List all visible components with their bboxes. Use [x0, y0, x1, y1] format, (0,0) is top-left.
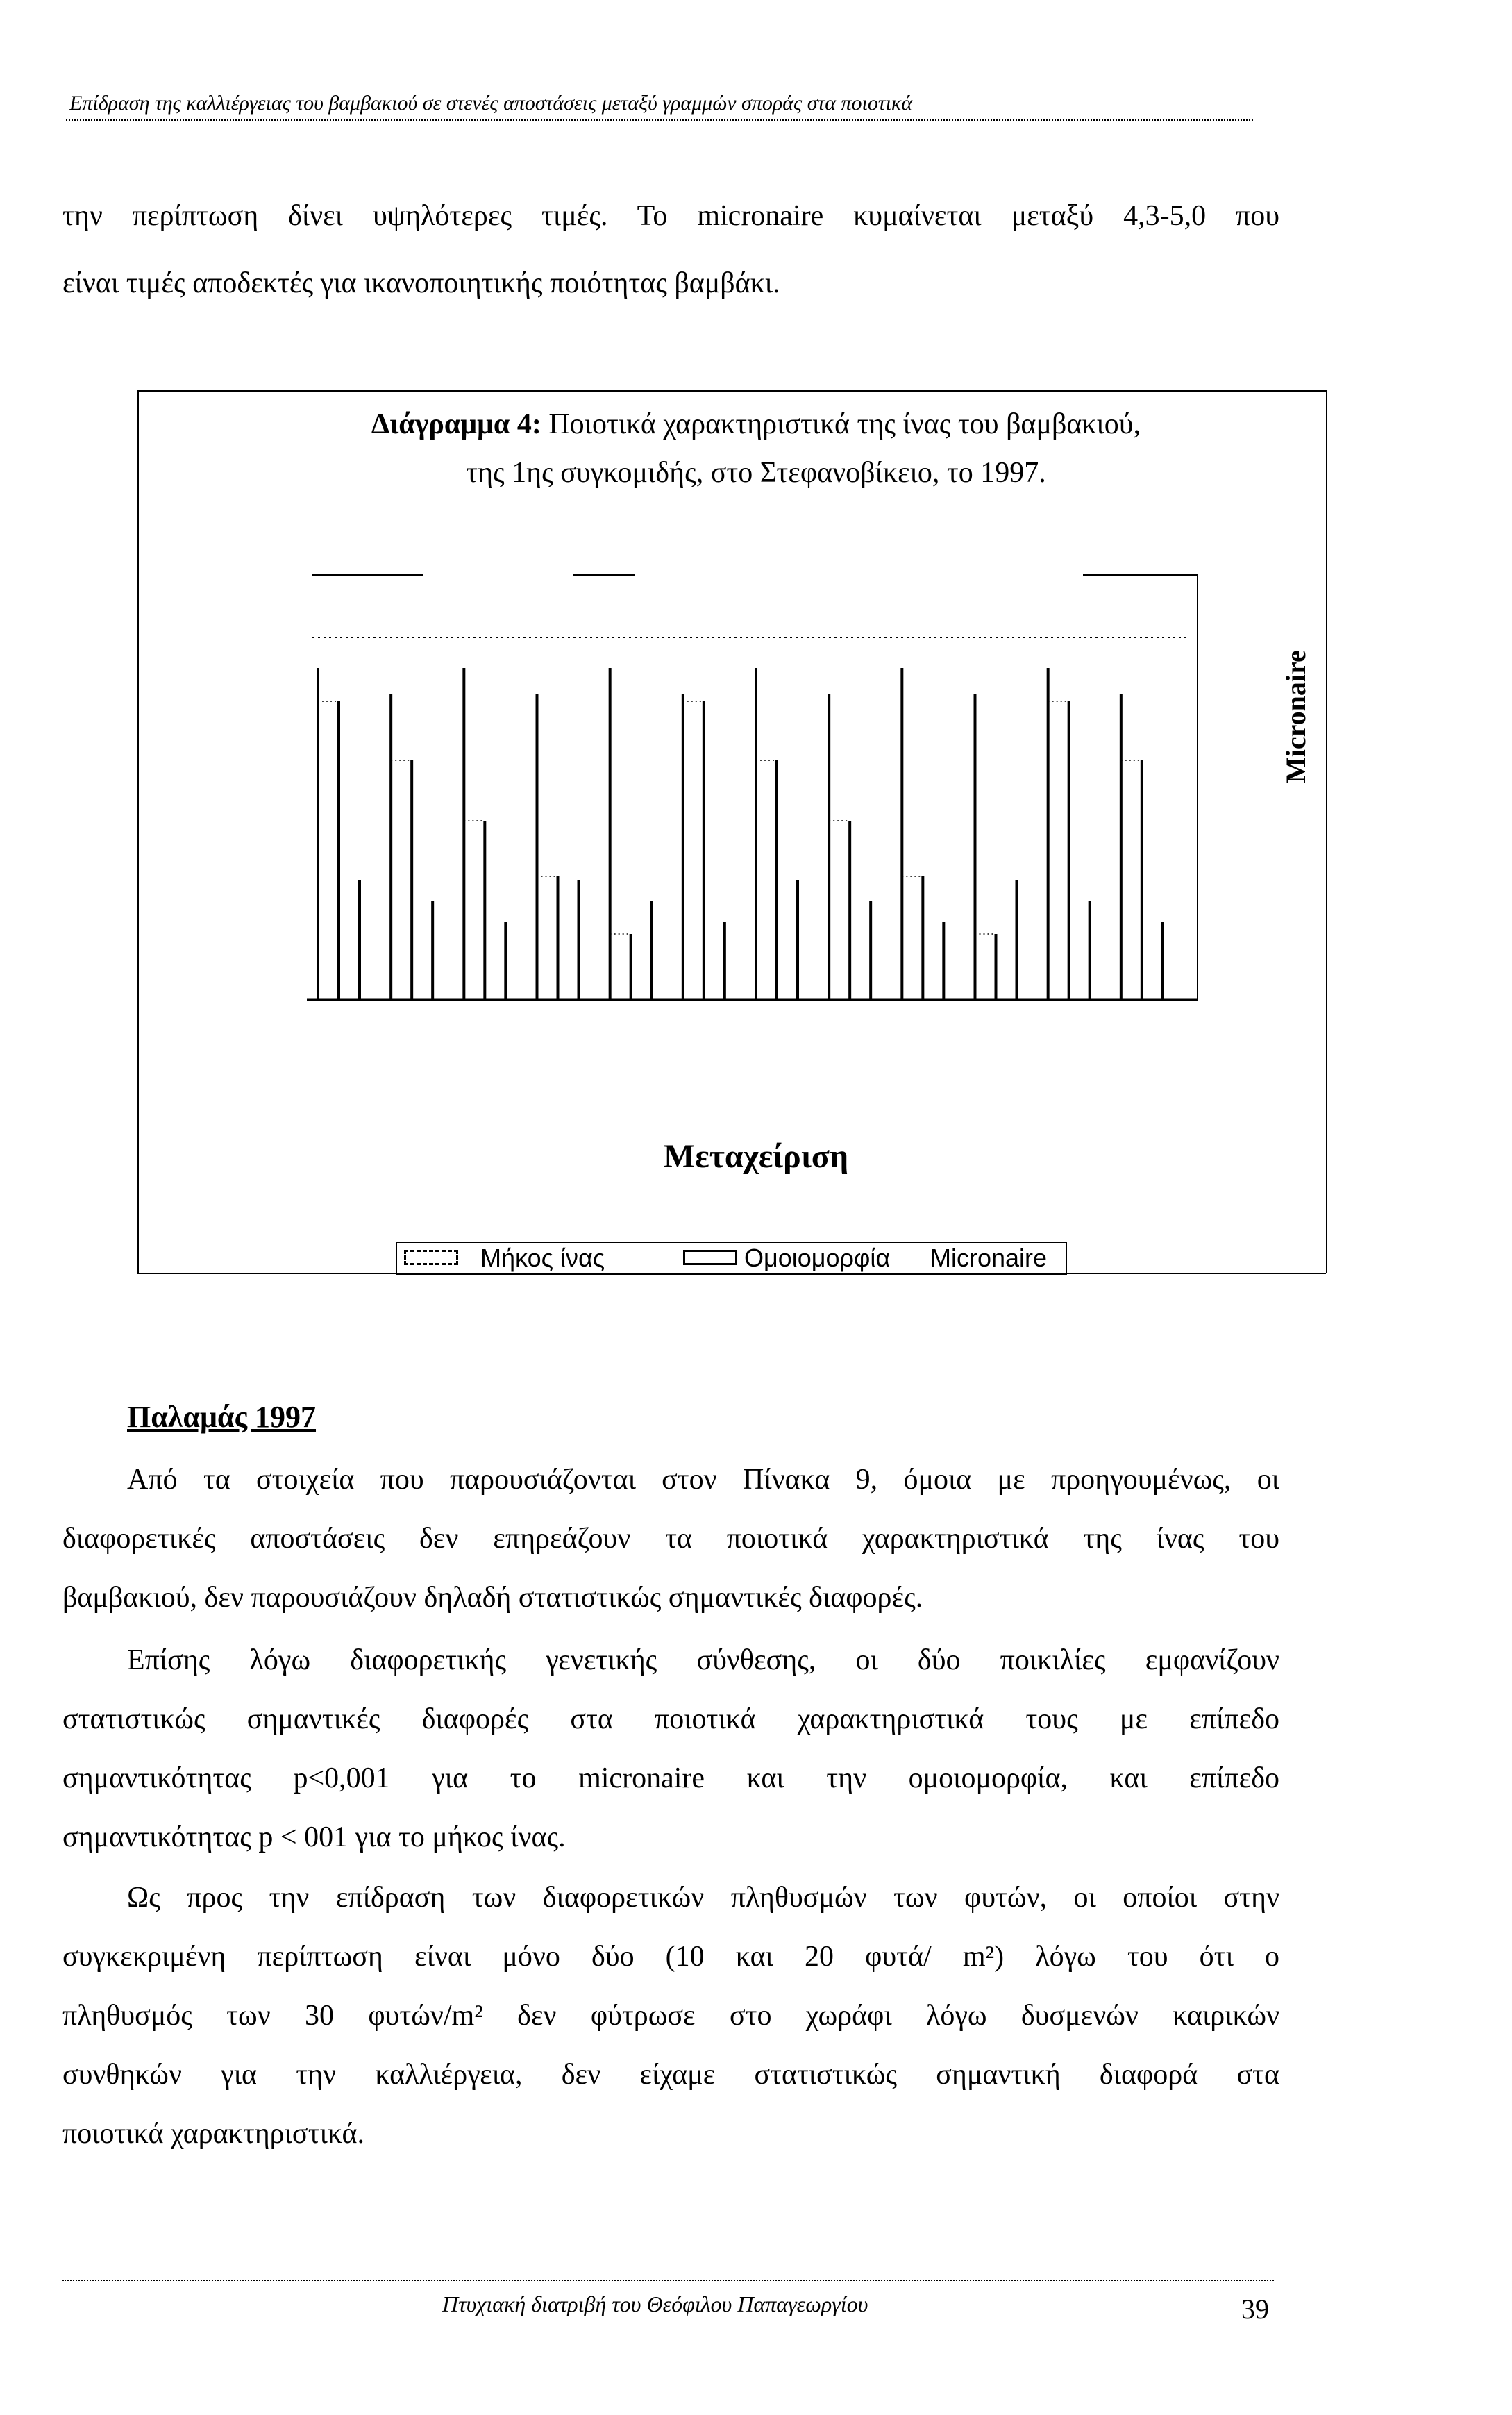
footer-rule [62, 2280, 1274, 2281]
body-line-4: Επίσης λόγω διαφορετικής γενετικής σύνθεσης, οι δύο ποικιλίες εμφανίζουν [127, 1644, 1279, 1676]
chart-marks [307, 575, 1198, 1000]
legend-label-uniformity: Ομοιομορφία [744, 1244, 891, 1272]
body-line-9: συγκεκριμένη περίπτωση είναι μόνο δύο (10 και 20 φυτά/ m²) λόγω του ότι ο [62, 1941, 1279, 1973]
body-line-6: σημαντικότητας p<0,001 για το micronaire και την ομοιομορφία, και επίπεδο [62, 1762, 1279, 1794]
body-line-8: Ως προς την επίδραση των διαφορετικών πληθυσμών των φυτών, οι οποίοι στην [127, 1882, 1279, 1914]
chart-x-axis-label: Μεταχείριση [663, 1138, 849, 1175]
body-line-12: ποιοτικά χαρακτηριστικά. [62, 2118, 365, 2150]
body-line-10: πληθυσμός των 30 φυτών/m² δεν φύτρωσε στο χωράφι λόγω δυσμενών καιρικών [62, 2000, 1279, 2032]
body-line-11: συνθηκών για την καλλιέργεια, δεν είχαμε στατιστικώς σημαντική διαφορά στα [62, 2059, 1279, 2091]
page-number: 39 [1241, 2293, 1269, 2325]
figure-frame-bottom-right [1064, 1273, 1326, 1274]
figure-frame-bottom-left [137, 1273, 396, 1274]
footer-text: Πτυχιακή διατριβή του Θεόφιλου Παπαγεωργίου [442, 2291, 868, 2316]
figure-caption-rest: Ποιοτικά χαρακτηριστικά της ίνας του βαμβακιού, [541, 408, 1141, 440]
figure-caption-line2: της 1ης συγκομιδής, στο Στεφανοβίκειο, το 1997. [466, 457, 1046, 489]
figure-caption-bold: Διάγραμμα 4: [371, 408, 541, 440]
legend-label-micronaire: Micronaire [930, 1244, 1048, 1272]
intro-line-1: την περίπτωση δίνει υψηλότερες τιμές. Το micronaire κυμαίνεται μεταξύ 4,3-5,0 που [62, 200, 1279, 232]
intro-line-2: είναι τιμές αποδεκτές για ικανοποιητικής ποιότητας βαμβάκι. [62, 267, 780, 299]
chart-y2-axis-label: Micronaire [1280, 650, 1311, 783]
legend-label-fiber-length: Μήκος ίνας [480, 1244, 605, 1272]
body-line-7: σημαντικότητας p < 001 για το μήκος ίνας. [62, 1821, 566, 1853]
body-line-2: διαφορετικές αποστάσεις δεν επηρεάζουν τα ποιοτικά χαρακτηριστικά της ίνας του [62, 1523, 1279, 1555]
body-line-1: Από τα στοιχεία που παρουσιάζονται στον Πίνακα 9, όμοια με προηγουμένως, οι [127, 1464, 1279, 1496]
legend-swatch-fiber-length [404, 1250, 458, 1265]
chart-legend [396, 1242, 1067, 1275]
legend-swatch-uniformity [683, 1250, 737, 1265]
section-title: Παλαμάς 1997 [127, 1400, 317, 1434]
chart-plot [0, 0, 1512, 1042]
running-header: Επίδραση της καλλιέργειας του βαμβακιού σε στενές αποστάσεις μεταξύ γραμμών σποράς στα ποιοτικά [69, 92, 913, 115]
body-line-5: στατιστικώς σημαντικές διαφορές στα ποιοτικά χαρακτηριστικά τους με επίπεδο [62, 1703, 1279, 1735]
body-line-3: βαμβακιού, δεν παρουσιάζουν δηλαδή στατιστικώς σημαντικές διαφορές. [62, 1582, 923, 1614]
